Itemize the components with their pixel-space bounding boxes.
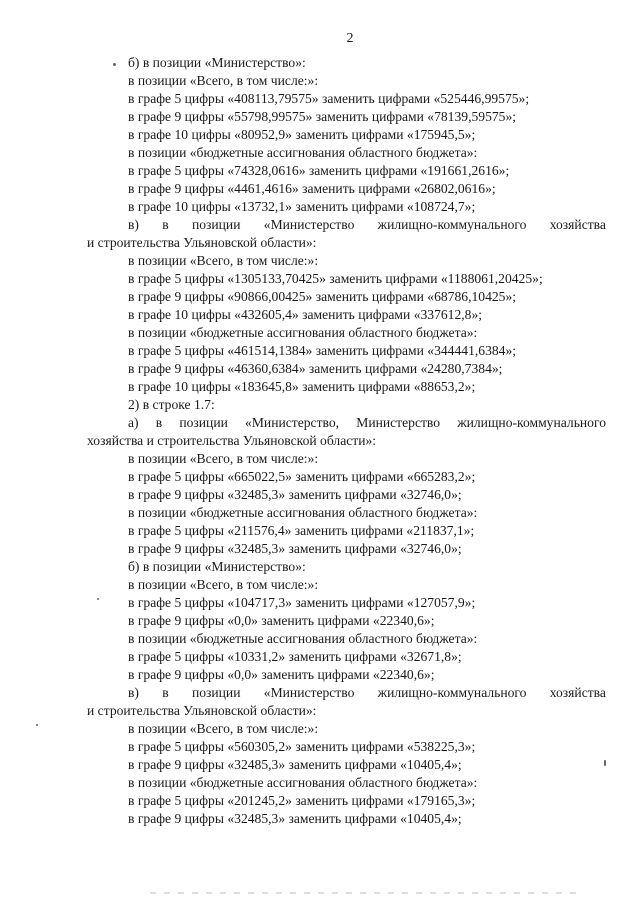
word: в: [162, 217, 169, 232]
paragraph-line: в графе 5 цифры «1305133,70425» заменить цифрами «1188061,20425»;: [128, 271, 543, 286]
paragraph-line: в графе 9 цифры «4461,4616» заменить цифрами «26802,0616»;: [128, 181, 496, 196]
word: в): [128, 685, 139, 700]
scan-speck: [97, 598, 99, 600]
scan-speck: [604, 760, 606, 766]
paragraph-line: в графе 5 цифры «211576,4» заменить цифрами «211837,1»;: [128, 523, 475, 538]
paragraph-line: в графе 9 цифры «0,0» заменить цифрами «22340,6»;: [128, 667, 435, 682]
word: хозяйства: [549, 217, 606, 232]
paragraph-line: в графе 9 цифры «90866,00425» заменить цифрами «68786,10425»;: [128, 289, 517, 304]
paragraph-line: в графе 5 цифры «560305,2» заменить цифрами «538225,3»;: [128, 739, 476, 754]
paragraph-line: в позиции «бюджетные ассигнования областного бюджета»:: [128, 505, 478, 520]
paragraph-line: в графе 9 цифры «55798,99575» заменить цифрами «78139,59575»;: [128, 109, 517, 124]
paragraph-line: в позиции «бюджетные ассигнования областного бюджета»:: [128, 325, 478, 340]
document-body: [0, 54, 640, 828]
paragraph-line: в графе 5 цифры «665022,5» заменить цифрами «665283,2»;: [128, 469, 476, 484]
paragraph-line: в графе 10 цифры «183645,8» заменить цифрами «88653,2»;: [128, 379, 476, 394]
paragraph-line: в графе 10 цифры «13732,1» заменить цифрами «108724,7»;: [128, 199, 476, 214]
justified-line: [0, 684, 640, 702]
paragraph-line: в графе 5 цифры «74328,0616» заменить цифрами «191661,2616»;: [128, 163, 510, 178]
scan-speck: [113, 63, 116, 66]
paragraph-line: в графе 10 цифры «432605,4» заменить цифрами «337612,8»;: [128, 307, 483, 322]
word: в): [128, 217, 139, 232]
continuation-line: и строительства Ульяновской области»:: [87, 703, 317, 718]
paragraph-line: в позиции «Всего, в том числе:»:: [128, 73, 319, 88]
paragraph-line: б) в позиции «Министерство»:: [128, 559, 306, 574]
word: позиции: [179, 415, 228, 430]
paragraph-line: в позиции «бюджетные ассигнования областного бюджета»:: [128, 775, 478, 790]
continuation-line: хозяйства и строительства Ульяновской области»:: [87, 433, 377, 448]
paragraph-line: в позиции «бюджетные ассигнования областного бюджета»:: [128, 631, 478, 646]
word: жилищно-коммунального: [457, 415, 606, 430]
word: позиции: [191, 685, 241, 700]
paragraph-line: в графе 5 цифры «461514,1384» заменить цифрами «344441,6384»;: [128, 343, 517, 358]
scan-speck: [36, 724, 38, 726]
scan-edge-noise: [150, 892, 580, 894]
paragraph-line: в графе 5 цифры «10331,2» заменить цифрами «32671,8»;: [128, 649, 462, 664]
continuation-line: и строительства Ульяновской области»:: [87, 235, 317, 250]
page-number: 2: [346, 31, 354, 46]
justified-line: [0, 414, 640, 432]
paragraph-line: в графе 5 цифры «104717,3» заменить цифрами «127057,9»;: [128, 595, 476, 610]
paragraph-line: в графе 9 цифры «32485,3» заменить цифрами «32746,0»;: [128, 487, 462, 502]
paragraph-line: в позиции «Всего, в том числе:»:: [128, 577, 319, 592]
word: в: [155, 415, 163, 430]
paragraph-line: в графе 9 цифры «32485,3» заменить цифрами «10405,4»;: [128, 811, 462, 826]
paragraph-line: в графе 5 цифры «408113,79575» заменить цифрами «525446,99575»;: [128, 91, 530, 106]
justified-line: [0, 216, 640, 234]
word: жилищно-коммунального: [377, 685, 527, 700]
word: жилищно-коммунального: [377, 217, 527, 232]
word: хозяйства: [549, 685, 606, 700]
word: «Министерство: [263, 685, 355, 700]
word: а): [128, 415, 139, 430]
word: «Министерство,: [245, 415, 340, 430]
paragraph-line: в позиции «Всего, в том числе:»:: [128, 721, 319, 736]
paragraph-line: в графе 10 цифры «80952,9» заменить цифрами «175945,5»;: [128, 127, 476, 142]
paragraph-line: в графе 9 цифры «46360,6384» заменить цифрами «24280,7384»;: [128, 361, 503, 376]
word: позиции: [191, 217, 241, 232]
paragraph-line: в графе 9 цифры «32485,3» заменить цифрами «10405,4»;: [128, 757, 462, 772]
word: в: [162, 685, 169, 700]
paragraph-line: в графе 9 цифры «32485,3» заменить цифрами «32746,0»;: [128, 541, 462, 556]
paragraph-line: в графе 9 цифры «0,0» заменить цифрами «22340,6»;: [128, 613, 435, 628]
word: Министерство: [356, 415, 441, 430]
paragraph-line: в позиции «Всего, в том числе:»:: [128, 253, 319, 268]
paragraph-line: в позиции «Всего, в том числе:»:: [128, 451, 319, 466]
paragraph-line: 2) в строке 1.7:: [128, 397, 215, 412]
paragraph-line: в позиции «бюджетные ассигнования областного бюджета»:: [128, 145, 478, 160]
word: «Министерство: [263, 217, 355, 232]
paragraph-line: б) в позиции «Министерство»:: [128, 55, 306, 70]
paragraph-line: в графе 5 цифры «201245,2» заменить цифрами «179165,3»;: [128, 793, 476, 808]
